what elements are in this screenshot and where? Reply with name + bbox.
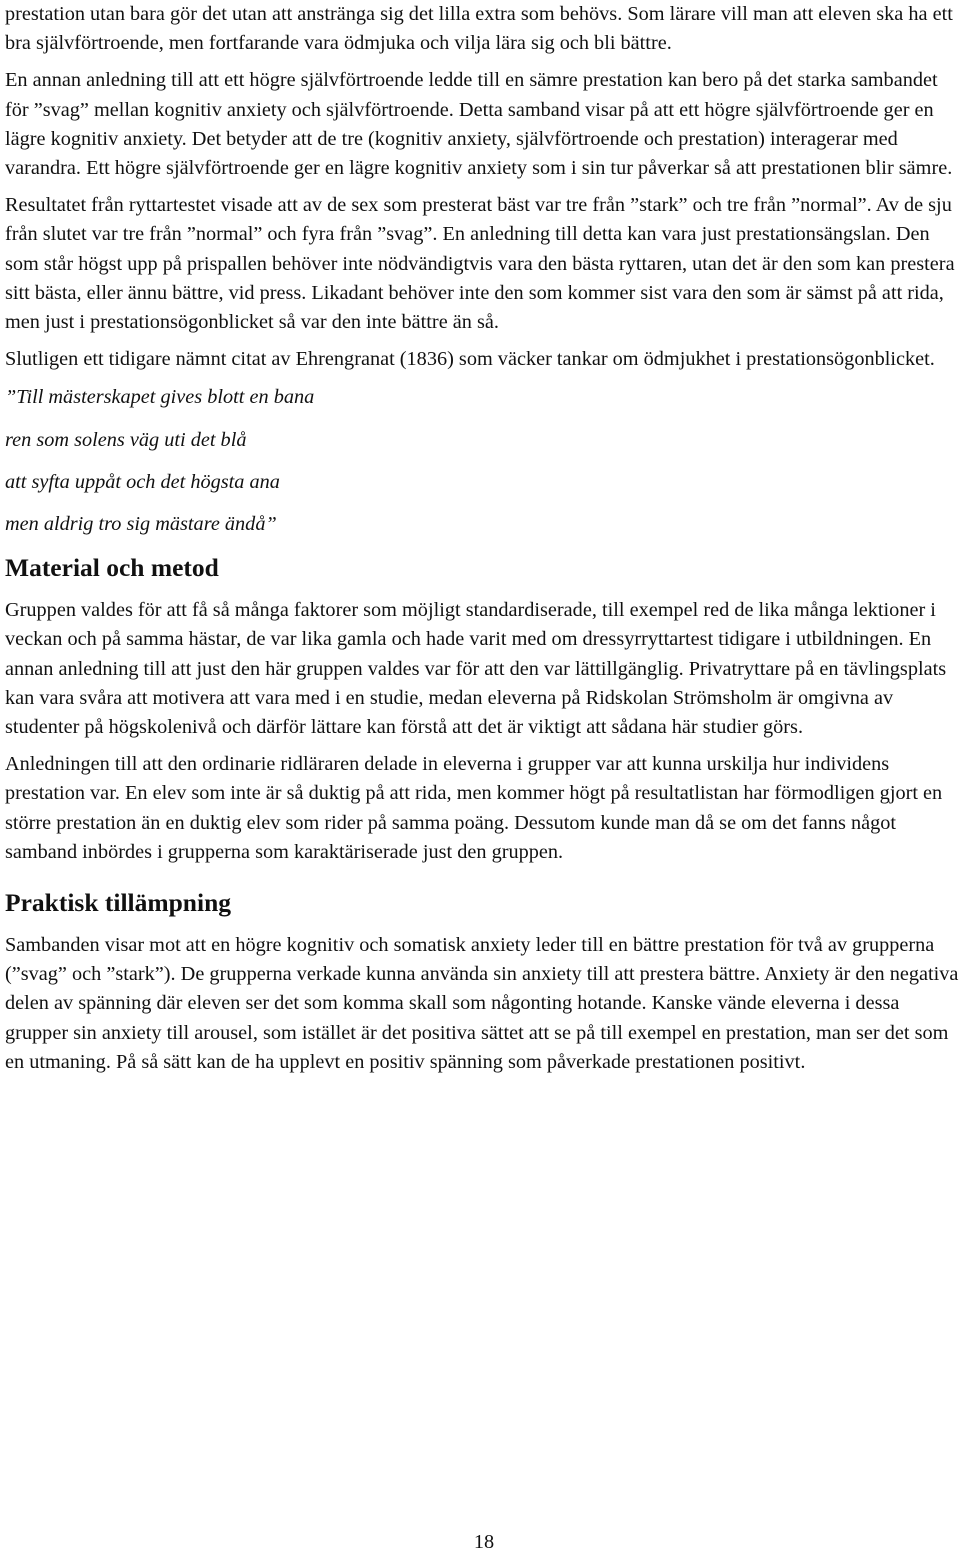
paragraph-self-confidence: En annan anledning till att ett högre självförtroende ledde till en sämre prestation kan bero på det starka sambandet för ”svag” mellan kognitiv anxiety och självförtroende. Detta samband visar på att ett högre självförtroende ger en lägre kognitiv anxiety. Det betyder att de tre (kognitiv anxiety, självförtroende och prestation) interagerar med varandra. Ett högre självförtroende ger en lägre kognitiv anxiety som i sin tur påverkar så att prestationen blir sämre. xyxy=(5,69,953,180)
section-heading-material-och-metod: Material och metod xyxy=(5,553,219,583)
poem-line: ”Till mästerskapet gives blott en bana xyxy=(5,386,315,409)
poem-line: ren som solens väg uti det blå xyxy=(5,428,247,451)
poem-line: att syfta uppåt och det högsta ana xyxy=(5,470,280,493)
document-page xyxy=(5,0,960,1077)
poem-line: men aldrig tro sig mästare ändå” xyxy=(5,513,277,536)
paragraph-intro: prestation utan bara gör det utan att anstränga sig det lilla extra som behövs. Som lärare vill man att eleven ska ha ett bra självförtroende, men fortfarande vara ödmjuka och vilja lära sig och bli bättre. xyxy=(5,3,953,55)
paragraph-group-selection: Gruppen valdes för att få så många faktorer som möjligt standardiserade, till exempel red de lika många lektioner i veckan och på samma hästar, de var lika gamla och hade varit med om dressyrryttartest tidigare i utbildningen. En annan anledning till att just den här gruppen valdes var för att den var lättillgänglig. Privatryttare på en tävlingsplats kan vara svåra att motivera att vara med i en studie, medan eleverna på Ridskolan Strömsholm är omgivna av studenter på högskolenivå och därför lättare kan förstå att det är viktigt att sådana här studier görs. xyxy=(5,599,947,739)
page-number: 18 xyxy=(473,1531,495,1553)
paragraph-group-division: Anledningen till att den ordinarie ridläraren delade in eleverna i grupper var att kunna urskilja hur individens prestation var. En elev som inte är så duktig på att rida, men kommer högt på resultatlistan har förmodligen gjort en större prestation än en duktig elev som rider på samma poäng. Dessutom kunde man då se om det fanns något samband inbördes i grupperna som karaktäriserade just den gruppen. xyxy=(5,753,943,863)
paragraph-quote-intro: Slutligen ett tidigare nämnt citat av Ehrengranat (1836) som väcker tankar om ödmjukhet i prestationsögonblicket. xyxy=(5,348,935,371)
paragraph-practical-application: Sambanden visar mot att en högre kognitiv och somatisk anxiety leder till en bättre prestation för två av grupperna (”svag” och ”stark”). De grupperna verkade kunna använda sin anxiety till att prestera bättre. Anxiety är den negativa delen av spänning där eleven ser det som komma skall som någonting hotande. Kanske vände eleverna i dessa grupper sin anxiety till arousel, som istället är det positiva sättet att se på till exempel en prestation, man ser det som en utmaning. På så sätt kan de ha upplevt en positiv spänning som påverkade prestationen positivt. xyxy=(5,934,959,1073)
section-heading-praktisk-tillampning: Praktisk tillämpning xyxy=(5,888,232,918)
paragraph-rider-test-results: Resultatet från ryttartestet visade att av de sex som presterat bäst var tre från ”stark” och tre från ”normal”. Av de sju från slutet var tre från ”normal” och fyra från ”svag”. En anledning till detta kan vara just prestationsängslan. Den som står högst upp på prispallen behöver inte nödvändigtvis vara den bästa ryttaren, utan det är den som kan prestera sitt bästa, eller ännu bättre, vid press. Likadant behöver inte den som kommer sist vara den som är sämst på att rida, men just i prestationsögonblicket så var den inte bättre än så. xyxy=(5,194,955,334)
poem-quote xyxy=(5,383,960,539)
